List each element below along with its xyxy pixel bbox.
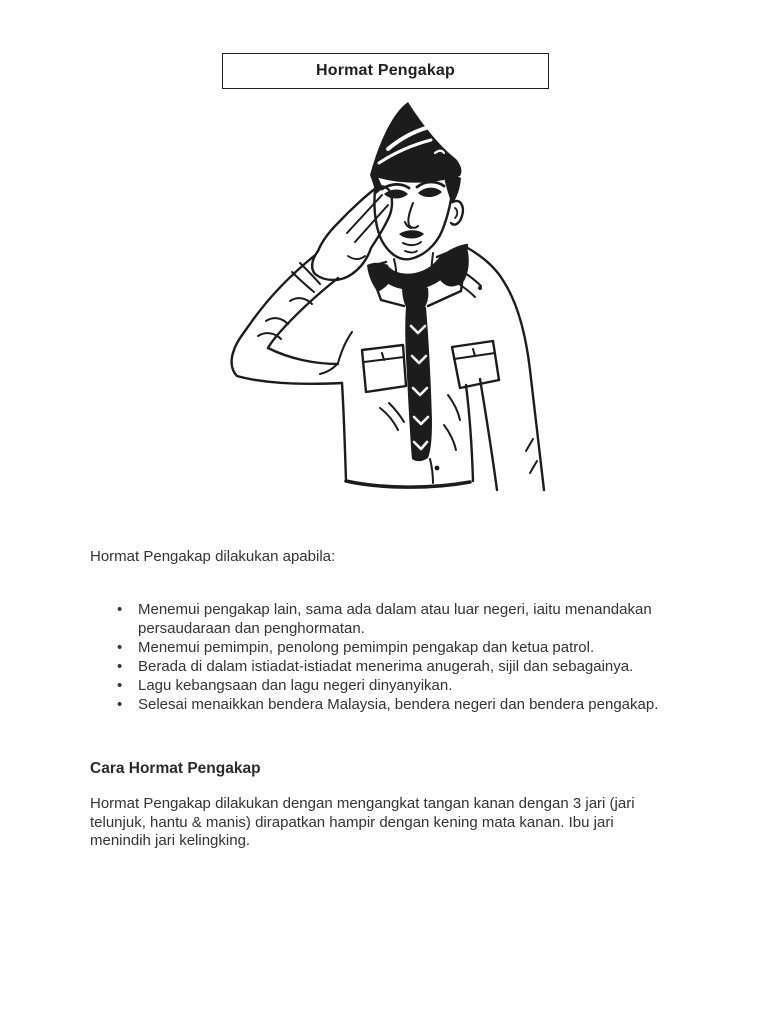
- bullet-marker: •: [117, 677, 123, 694]
- bullet-marker: •: [117, 639, 123, 656]
- scout-salute-drawing-icon: [230, 95, 550, 495]
- bullet-list: [117, 600, 677, 714]
- bullet-marker: •: [117, 658, 123, 675]
- list-item: [117, 695, 677, 714]
- list-item: [117, 600, 677, 638]
- list-item-text: Lagu kebangsaan dan lagu negeri dinyanyikan.: [138, 677, 453, 694]
- list-item: [117, 676, 677, 695]
- list-item: [117, 657, 677, 676]
- scout-salute-illustration: [230, 95, 550, 495]
- section-body: Hormat Pengakap dilakukan dengan mengangkat tangan kanan dengan 3 jari (jari telunjuk, hantu & manis) dirapatkan hampir dengan kening mata kanan. Ibu jari menindih jari kelingking.: [90, 795, 635, 849]
- list-item-text: Menemui pemimpin, penolong pemimpin pengakap dan ketua patrol.: [138, 639, 595, 656]
- list-item-text: Berada di dalam istiadat-istiadat menerima anugerah, sijil dan sebagainya.: [138, 658, 634, 675]
- list-item-text: Menemui pengakap lain, sama ada dalam atau luar negeri, iaitu menandakan persaudaraan dan penghormatan.: [138, 601, 652, 637]
- intro-text: Hormat Pengakap dilakukan apabila:: [90, 548, 336, 565]
- list-item-text: Selesai menaikkan bendera Malaysia, bendera negeri dan bendera pengakap.: [138, 696, 659, 713]
- title-box: [222, 53, 549, 89]
- bullet-marker: •: [117, 601, 123, 618]
- section-heading: Cara Hormat Pengakap: [90, 760, 261, 777]
- list-item: [117, 638, 677, 657]
- page-title: Hormat Pengakap: [315, 62, 456, 79]
- bullet-marker: •: [117, 696, 123, 713]
